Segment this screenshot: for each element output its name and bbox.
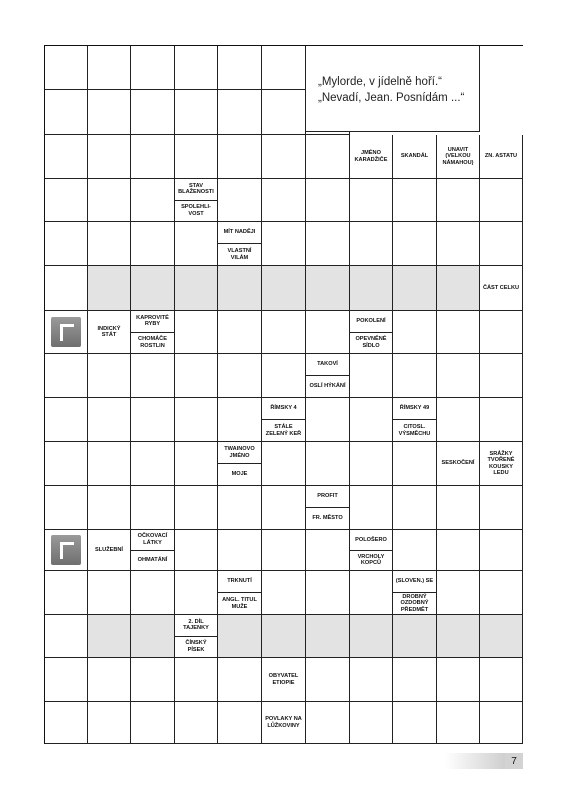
answer-cell[interactable] <box>393 311 437 354</box>
answer-cell[interactable] <box>393 530 437 571</box>
clue-text: ČÁST CELKU <box>482 284 520 291</box>
clue-cell <box>350 135 393 179</box>
answer-cell[interactable] <box>175 222 218 266</box>
clue-text <box>44 179 87 221</box>
answer-cell[interactable] <box>175 658 218 702</box>
answer-cell[interactable] <box>88 222 131 266</box>
clue-cell <box>218 442 262 486</box>
answer-cell[interactable] <box>437 179 480 222</box>
row-clue <box>44 615 88 658</box>
clue-cell <box>262 658 306 702</box>
solution-cell[interactable] <box>306 615 350 658</box>
clue-text <box>44 222 87 265</box>
answer-cell[interactable] <box>218 702 262 744</box>
answer-cell[interactable] <box>306 571 350 615</box>
answer-cell[interactable] <box>306 311 350 354</box>
clue-text: SPOLEHLI- VOST <box>175 200 217 222</box>
answer-cell[interactable] <box>393 179 437 222</box>
clue-cell <box>393 571 437 615</box>
clue-text: 2. DÍL TAJENKY <box>183 618 209 632</box>
clue-text: ZN. ASTATU <box>484 153 518 160</box>
solution-cell[interactable] <box>218 266 262 311</box>
answer-cell[interactable] <box>218 486 262 530</box>
solution-cell[interactable] <box>131 266 175 311</box>
clue-text <box>44 135 87 178</box>
answer-cell[interactable] <box>88 398 131 442</box>
clue-text: STAV BLAŽENOSTI <box>178 182 214 196</box>
answer-cell[interactable] <box>175 486 218 530</box>
answer-cell[interactable] <box>437 702 480 744</box>
clue-cell <box>131 530 175 571</box>
clue-text: SRÁŽKY TVOŘENÉ KOUSKY LEDU <box>487 450 515 476</box>
answer-cell[interactable] <box>131 486 175 530</box>
clue-text: POVLAKY NA LŮŽKOVINY <box>265 716 302 729</box>
answer-cell[interactable] <box>218 658 262 702</box>
row-clue <box>44 179 88 222</box>
row-clue <box>44 398 88 442</box>
clue-text: OSLÍ HÝKÁNÍ <box>306 375 349 397</box>
solution-cell[interactable] <box>437 266 480 311</box>
solution-cell[interactable] <box>350 266 393 311</box>
answer-cell[interactable] <box>88 135 131 179</box>
answer-cell[interactable] <box>350 222 393 266</box>
clue-text: OBYVATEL ETIOPIE <box>268 673 299 686</box>
clue-text <box>44 354 87 397</box>
crossword-joke <box>306 45 480 132</box>
answer-cell[interactable] <box>218 398 262 442</box>
answer-cell[interactable] <box>350 398 393 442</box>
clue-cell <box>480 266 523 311</box>
clue-text: MOJE <box>218 463 261 485</box>
clue-text <box>44 486 87 529</box>
solution-cell[interactable] <box>218 615 262 658</box>
column-clue <box>262 45 306 90</box>
answer-cell[interactable] <box>262 311 306 354</box>
answer-cell[interactable] <box>218 179 262 222</box>
joke-line-2: „Nevadí, Jean. Posnídám ...“ <box>318 92 465 104</box>
clue-text <box>131 45 174 89</box>
row-clue <box>44 486 88 530</box>
clue-cell <box>393 398 437 442</box>
answer-cell[interactable] <box>175 398 218 442</box>
clue-text <box>44 571 87 614</box>
answer-cell[interactable] <box>218 135 262 179</box>
clue-text: STÁLE ZELENÝ KEŘ <box>262 419 305 441</box>
clue-text: OHMATÁNÍ <box>131 550 174 571</box>
answer-cell[interactable] <box>88 486 131 530</box>
answer-cell[interactable] <box>350 442 393 486</box>
answer-cell[interactable] <box>393 442 437 486</box>
answer-cell[interactable] <box>88 354 131 398</box>
answer-cell[interactable] <box>175 135 218 179</box>
answer-cell[interactable] <box>175 530 218 571</box>
column-clue <box>88 45 131 90</box>
answer-cell[interactable] <box>480 486 523 530</box>
clue-text: FR. MĚSTO <box>306 507 349 529</box>
clue-cell <box>350 530 393 571</box>
answer-cell[interactable] <box>437 658 480 702</box>
answer-cell[interactable] <box>262 90 306 135</box>
clue-cell <box>306 354 350 398</box>
clue-cell <box>175 179 218 222</box>
page-number: 7 <box>505 753 523 769</box>
clue-cell <box>480 442 523 486</box>
answer-cell[interactable] <box>437 354 480 398</box>
answer-cell[interactable] <box>131 702 175 744</box>
answer-cell[interactable] <box>131 179 175 222</box>
answer-cell[interactable] <box>393 354 437 398</box>
answer-cell[interactable] <box>480 311 523 354</box>
answer-cell[interactable] <box>393 702 437 744</box>
clue-cell <box>131 311 175 354</box>
answer-cell[interactable] <box>306 702 350 744</box>
row-clue <box>44 90 88 135</box>
solution-cell[interactable] <box>262 266 306 311</box>
answer-cell[interactable] <box>350 179 393 222</box>
clue-cell <box>437 135 480 179</box>
clue-text: TWAINOVO JMÉNO <box>224 446 255 459</box>
answer-cell[interactable] <box>88 658 131 702</box>
row-clue <box>44 442 88 486</box>
clue-cell <box>262 702 306 744</box>
clue-text: KAPROVITÉ RYBY <box>136 314 169 328</box>
answer-cell[interactable] <box>262 354 306 398</box>
clue-text: INDICKÝ STÁT <box>97 325 121 338</box>
answer-cell[interactable] <box>262 571 306 615</box>
clue-cell <box>480 135 523 179</box>
clue-text: MÍT NADĚJI <box>223 229 256 236</box>
clue-text: UNAVIT (VELKOU NÁMAHOU) <box>442 146 474 166</box>
answer-cell[interactable] <box>131 571 175 615</box>
clue-text <box>175 45 217 89</box>
crossword-grid <box>44 45 523 744</box>
column-clue <box>175 45 218 90</box>
answer-cell[interactable] <box>262 442 306 486</box>
clue-text: ŘÍMSKY 49 <box>399 405 430 412</box>
clue-text <box>44 45 87 89</box>
clue-text: (SLOVEN.) SE <box>395 578 434 585</box>
clue-text: CITOSL. VÝSMĚCHU <box>393 419 436 441</box>
clue-text: SKANDÁL <box>400 153 429 160</box>
clue-text: JMÉNO KARADŽIČE <box>354 150 388 163</box>
clue-text <box>44 702 87 743</box>
clue-text: ANGL. TITUL MUŽE <box>218 592 261 614</box>
solution-cell[interactable] <box>131 615 175 658</box>
answer-cell[interactable] <box>350 658 393 702</box>
publisher-logo-icon <box>51 317 81 347</box>
answer-cell[interactable] <box>306 222 350 266</box>
answer-cell[interactable] <box>175 442 218 486</box>
row-clue <box>44 571 88 615</box>
answer-cell[interactable] <box>131 135 175 179</box>
solution-cell[interactable] <box>480 615 523 658</box>
answer-cell[interactable] <box>131 354 175 398</box>
clue-text: TAKOVÍ <box>317 361 338 368</box>
clue-text <box>44 658 87 701</box>
clue-cell <box>175 615 218 658</box>
answer-cell[interactable] <box>175 311 218 354</box>
answer-cell[interactable] <box>131 90 175 135</box>
clue-text: PROFIT <box>317 493 338 500</box>
page-number-strip <box>445 753 505 769</box>
answer-cell[interactable] <box>175 702 218 744</box>
answer-cell[interactable] <box>393 486 437 530</box>
answer-cell[interactable] <box>88 90 131 135</box>
clue-text <box>44 398 87 441</box>
row-clue <box>44 135 88 179</box>
clue-cell <box>88 530 131 571</box>
answer-cell[interactable] <box>350 486 393 530</box>
clue-text: VRCHOLY KOPCŮ <box>350 550 392 571</box>
clue-text: SLUŽEBNÍ <box>95 546 123 553</box>
clue-cell <box>306 486 350 530</box>
clue-text: SESKOČENÍ <box>441 460 475 467</box>
answer-cell[interactable] <box>218 354 262 398</box>
column-clue <box>218 45 262 90</box>
clue-text <box>44 90 87 134</box>
row-clue <box>44 354 88 398</box>
answer-cell[interactable] <box>480 398 523 442</box>
answer-cell[interactable] <box>480 354 523 398</box>
answer-cell[interactable] <box>437 222 480 266</box>
clue-text: OČKOVACÍ LÁTKY <box>137 533 168 546</box>
solution-cell[interactable] <box>437 615 480 658</box>
clue-text: POKOLENÍ <box>356 318 386 325</box>
logo-cell <box>44 530 88 571</box>
clue-cell <box>437 442 480 486</box>
clue-cell <box>218 222 262 266</box>
publisher-logo-icon <box>51 535 81 565</box>
answer-cell[interactable] <box>175 571 218 615</box>
clue-text <box>88 45 130 89</box>
clue-text: OPEVNĚNÉ SÍDLO <box>350 332 392 354</box>
row-clue <box>44 658 88 702</box>
answer-cell[interactable] <box>350 702 393 744</box>
answer-cell[interactable] <box>480 222 523 266</box>
answer-cell[interactable] <box>437 311 480 354</box>
answer-cell[interactable] <box>480 179 523 222</box>
answer-cell[interactable] <box>306 530 350 571</box>
column-clue <box>131 45 175 90</box>
answer-cell[interactable] <box>131 658 175 702</box>
clue-text <box>44 615 87 657</box>
answer-cell[interactable] <box>437 571 480 615</box>
clue-text: DROBNÝ OZDOBNÝ PŘEDMĚT <box>393 592 436 614</box>
solution-cell[interactable] <box>393 615 437 658</box>
clue-text <box>44 442 87 485</box>
clue-cell <box>218 571 262 615</box>
answer-cell[interactable] <box>218 530 262 571</box>
clue-text <box>44 266 87 310</box>
joke-line-1: „Mylorde, v jídelně hoří.“ <box>318 75 442 88</box>
answer-cell[interactable] <box>480 571 523 615</box>
clue-text: ČÍNSKÝ PÍSEK <box>175 636 217 658</box>
solution-cell[interactable] <box>393 266 437 311</box>
answer-cell[interactable] <box>480 658 523 702</box>
logo-cell <box>44 311 88 354</box>
answer-cell[interactable] <box>393 658 437 702</box>
answer-cell[interactable] <box>262 530 306 571</box>
answer-cell[interactable] <box>437 398 480 442</box>
solution-cell[interactable] <box>88 615 131 658</box>
clue-cell <box>393 135 437 179</box>
answer-cell[interactable] <box>262 135 306 179</box>
answer-cell[interactable] <box>262 179 306 222</box>
solution-cell[interactable] <box>350 615 393 658</box>
row-clue <box>44 222 88 266</box>
clue-text: VLASTNÍ VILÁM <box>218 243 261 265</box>
answer-cell[interactable] <box>262 222 306 266</box>
clue-cell <box>262 398 306 442</box>
answer-cell[interactable] <box>175 90 218 135</box>
answer-cell[interactable] <box>437 486 480 530</box>
answer-cell[interactable] <box>393 222 437 266</box>
clue-cell <box>88 311 131 354</box>
solution-cell[interactable] <box>175 266 218 311</box>
answer-cell[interactable] <box>131 398 175 442</box>
answer-cell[interactable] <box>480 530 523 571</box>
answer-cell[interactable] <box>262 486 306 530</box>
answer-cell[interactable] <box>88 442 131 486</box>
answer-cell[interactable] <box>306 135 350 179</box>
answer-cell[interactable] <box>218 90 262 135</box>
answer-cell[interactable] <box>480 702 523 744</box>
clue-cell <box>350 311 393 354</box>
hint-cell <box>44 45 88 90</box>
clue-text: TRKNUTÍ <box>227 578 252 585</box>
answer-cell[interactable] <box>131 222 175 266</box>
row-clue <box>44 266 88 311</box>
clue-text <box>262 45 305 89</box>
answer-cell[interactable] <box>437 530 480 571</box>
answer-cell[interactable] <box>306 398 350 442</box>
answer-cell[interactable] <box>350 571 393 615</box>
answer-cell[interactable] <box>306 442 350 486</box>
answer-cell[interactable] <box>175 354 218 398</box>
solution-cell[interactable] <box>262 615 306 658</box>
answer-cell[interactable] <box>218 311 262 354</box>
clue-text: POLOŠERO <box>355 536 387 543</box>
answer-cell[interactable] <box>88 571 131 615</box>
clue-text: ŘÍMSKY 4 <box>270 405 297 412</box>
clue-text: CHOMÁČE ROSTLIN <box>131 332 174 354</box>
answer-cell[interactable] <box>131 442 175 486</box>
answer-cell[interactable] <box>350 354 393 398</box>
answer-cell[interactable] <box>88 702 131 744</box>
row-clue <box>44 702 88 744</box>
answer-cell[interactable] <box>88 179 131 222</box>
solution-cell[interactable] <box>88 266 131 311</box>
answer-cell[interactable] <box>306 179 350 222</box>
solution-cell[interactable] <box>306 266 350 311</box>
answer-cell[interactable] <box>306 658 350 702</box>
clue-text <box>218 45 261 89</box>
